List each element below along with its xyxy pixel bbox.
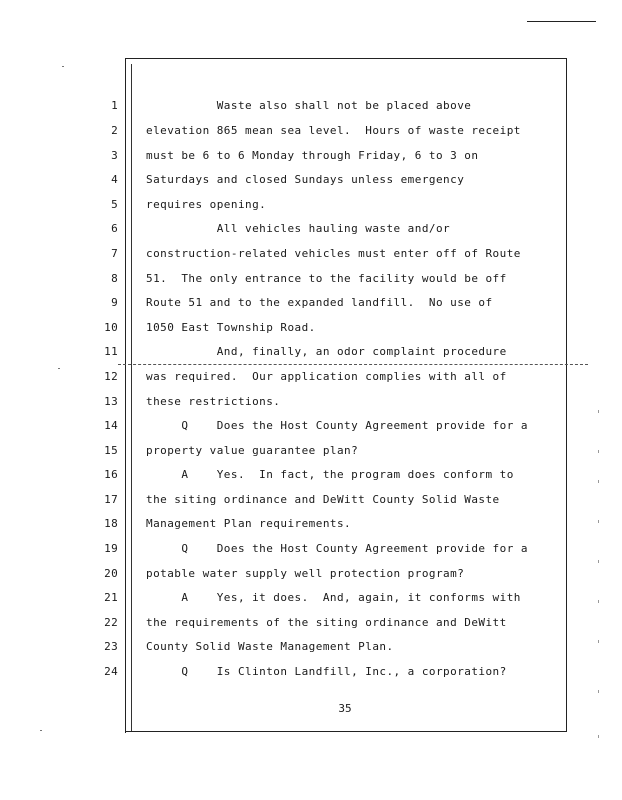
scan-speck — [40, 730, 42, 731]
line-number: 21 — [104, 591, 118, 604]
line-number: 5 — [111, 198, 118, 211]
scan-edge-mark — [598, 640, 599, 643]
scan-fold-line — [118, 364, 588, 365]
transcript-line: A Yes. In fact, the program does conform to — [146, 468, 514, 481]
scan-speck — [58, 368, 60, 369]
line-number: 19 — [104, 542, 118, 555]
transcript-line: Waste also shall not be placed above — [146, 99, 472, 112]
transcript-line: All vehicles hauling waste and/or — [146, 222, 451, 235]
page-margin-rule — [131, 64, 132, 732]
line-number: 16 — [104, 468, 118, 481]
scan-speck — [62, 66, 64, 67]
transcript-line: Saturdays and closed Sundays unless emergency — [146, 173, 465, 186]
scan-edge-mark — [598, 690, 599, 693]
transcript-line: the siting ordinance and DeWitt County Solid Waste — [146, 493, 500, 506]
line-number: 13 — [104, 395, 118, 408]
line-number: 12 — [104, 370, 118, 383]
line-number: 18 — [104, 517, 118, 530]
line-number: 20 — [104, 567, 118, 580]
transcript-line: the requirements of the siting ordinance and DeWitt — [146, 616, 507, 629]
scan-edge-mark — [598, 600, 599, 603]
line-number: 9 — [111, 296, 118, 309]
line-number: 8 — [111, 272, 118, 285]
transcript-line: 1050 East Township Road. — [146, 321, 316, 334]
line-number: 1 — [111, 99, 118, 112]
line-number: 17 — [104, 493, 118, 506]
page-top-border — [125, 58, 567, 59]
line-number: 3 — [111, 149, 118, 162]
line-number: 24 — [104, 665, 118, 678]
line-number: 11 — [104, 345, 118, 358]
transcript-line: these restrictions. — [146, 395, 281, 408]
line-number: 23 — [104, 640, 118, 653]
page-bottom-border — [125, 731, 567, 732]
top-corner-rule — [527, 21, 596, 22]
transcript-line: property value guarantee plan? — [146, 444, 359, 457]
transcript-line: potable water supply well protection program? — [146, 567, 465, 580]
transcript-line: Q Does the Host County Agreement provide for a — [146, 419, 528, 432]
line-number: 6 — [111, 222, 118, 235]
transcript-line: Route 51 and to the expanded landfill. No use of — [146, 296, 493, 309]
transcript-line: And, finally, an odor complaint procedure — [146, 345, 507, 358]
scan-edge-mark — [598, 450, 599, 453]
transcript-line: Management Plan requirements. — [146, 517, 352, 530]
line-number: 14 — [104, 419, 118, 432]
scan-edge-mark — [598, 560, 599, 563]
line-number: 4 — [111, 173, 118, 186]
line-number: 22 — [104, 616, 118, 629]
transcript-line: construction-related vehicles must enter off of Route — [146, 247, 521, 260]
transcript-line: must be 6 to 6 Monday through Friday, 6 to 3 on — [146, 149, 479, 162]
line-number: 7 — [111, 247, 118, 260]
scan-edge-mark — [598, 410, 599, 413]
line-number: 2 — [111, 124, 118, 137]
transcript-line: was required. Our application complies with all of — [146, 370, 507, 383]
transcript-line: Q Is Clinton Landfill, Inc., a corporation? — [146, 665, 507, 678]
page-right-border — [566, 58, 567, 731]
line-number: 15 — [104, 444, 118, 457]
page-number: 35 — [338, 702, 352, 715]
transcript-line: County Solid Waste Management Plan. — [146, 640, 394, 653]
transcript-line: elevation 865 mean sea level. Hours of waste receipt — [146, 124, 521, 137]
page-left-border — [125, 58, 126, 733]
scan-edge-mark — [598, 520, 599, 523]
line-number: 10 — [104, 321, 118, 334]
transcript-line: Q Does the Host County Agreement provide for a — [146, 542, 528, 555]
transcript-line: A Yes, it does. And, again, it conforms with — [146, 591, 521, 604]
scan-edge-mark — [598, 735, 599, 738]
transcript-line: 51. The only entrance to the facility would be off — [146, 272, 507, 285]
scan-edge-mark — [598, 480, 599, 483]
transcript-line: requires opening. — [146, 198, 267, 211]
